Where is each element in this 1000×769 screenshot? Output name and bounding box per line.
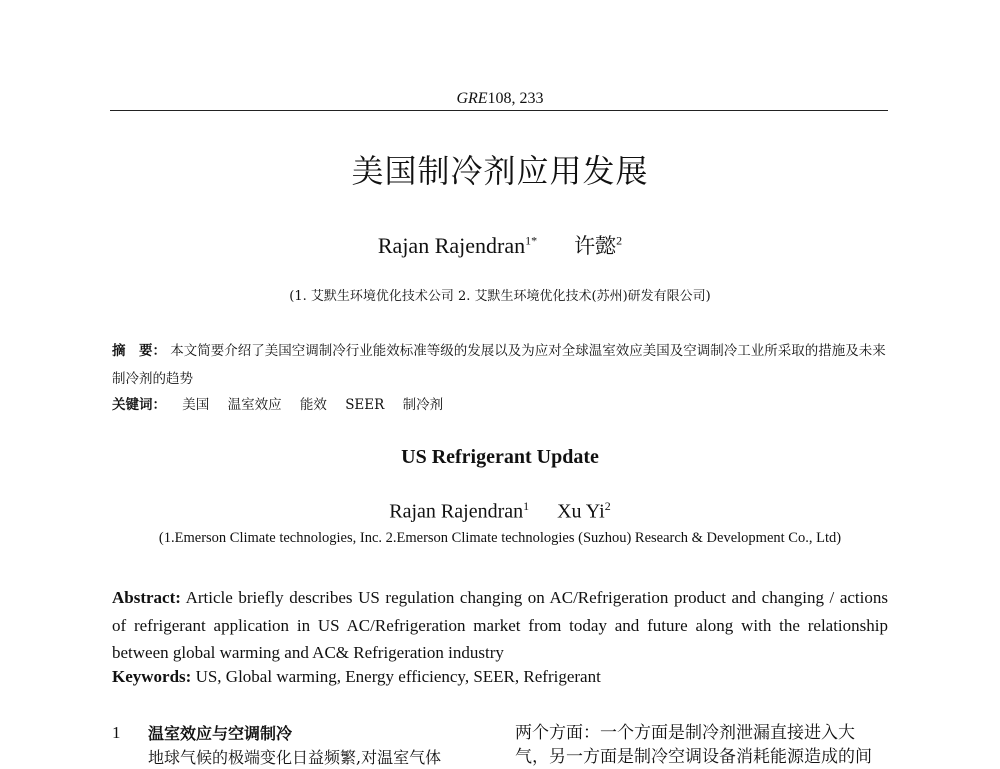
abstract-chinese: [112, 337, 890, 393]
author-2-name: 许懿: [574, 234, 617, 258]
author-1-sup-en: 1: [523, 499, 530, 513]
abstract-english: [112, 584, 888, 667]
section-number: 1: [112, 723, 121, 742]
author-1-name: Rajan Rajendran: [377, 233, 526, 258]
abstract-cn-text: 本文简要介绍了美国空调制冷行业能效标准等级的发展以及为应对全球温室效应美国及空调制冷工业所采取的措施及未来制冷剂的趋势: [112, 343, 886, 387]
journal-code: GRE: [456, 90, 488, 107]
keywords-english: [112, 667, 601, 687]
author-2-name-en: Xu Yi: [557, 500, 605, 523]
author-1-sup: 1*: [525, 233, 538, 248]
keyword-cn: 温室效应: [227, 397, 282, 413]
title-english: US Refrigerant Update: [401, 446, 599, 468]
keywords-cn-label: 关键词：: [112, 397, 166, 413]
keyword-cn: 能效: [299, 397, 327, 413]
affiliations-english: (1.Emerson Climate technologies, Inc. 2.Emerson Climate technologies (Suzhou) Research & Development Co., Ltd): [158, 530, 842, 546]
journal-issue: 108, 233: [487, 90, 544, 107]
keywords-chinese: [112, 393, 457, 413]
author-2-sup: 2: [616, 233, 623, 248]
author-1-name-en: Rajan Rajendran: [389, 500, 524, 523]
section-title: 温室效应与空调制冷: [148, 724, 293, 743]
body-left-column: 地球气候的极端变化日益频繁,对温室气体: [148, 748, 442, 767]
keyword-cn: SEER: [345, 397, 385, 413]
keywords-en-label: Keywords:: [112, 667, 192, 686]
keyword-cn: 制冷剂: [402, 397, 444, 413]
body-right-line: 两个方面：一个方面是制冷剂泄漏直接进入大: [515, 723, 855, 743]
keywords-en-text: US, Global warming, Energy efficiency, SEER, Refrigerant: [195, 667, 601, 686]
abstract-en-label: Abstract:: [112, 588, 181, 607]
body-right-line: 气，另一方面是制冷空调设备消耗能源造成的间: [515, 747, 872, 767]
abstract-en-text: Article briefly describes US regulation changing on AC/Refrigeration product and changing / actions of refrigerant application in US AC/Refrigeration market from today and future along with the relationship between global warming and AC& Refrigeration industry: [112, 588, 888, 662]
authors-english: [0, 499, 1000, 524]
affiliations-chinese: (1. 艾默生环境优化技术公司 2. 艾默生环境优化技术(苏州)研发有限公司): [289, 289, 711, 304]
author-2-sup-en: 2: [604, 499, 611, 513]
journal-header: [0, 90, 1000, 108]
authors-chinese: [0, 230, 1000, 260]
title-chinese: 美国制冷剂应用发展: [351, 152, 649, 190]
body-right-column: [515, 721, 890, 769]
keyword-cn: 美国: [182, 397, 210, 413]
header-rule: [110, 110, 888, 111]
abstract-cn-label: 摘 要：: [112, 343, 166, 359]
